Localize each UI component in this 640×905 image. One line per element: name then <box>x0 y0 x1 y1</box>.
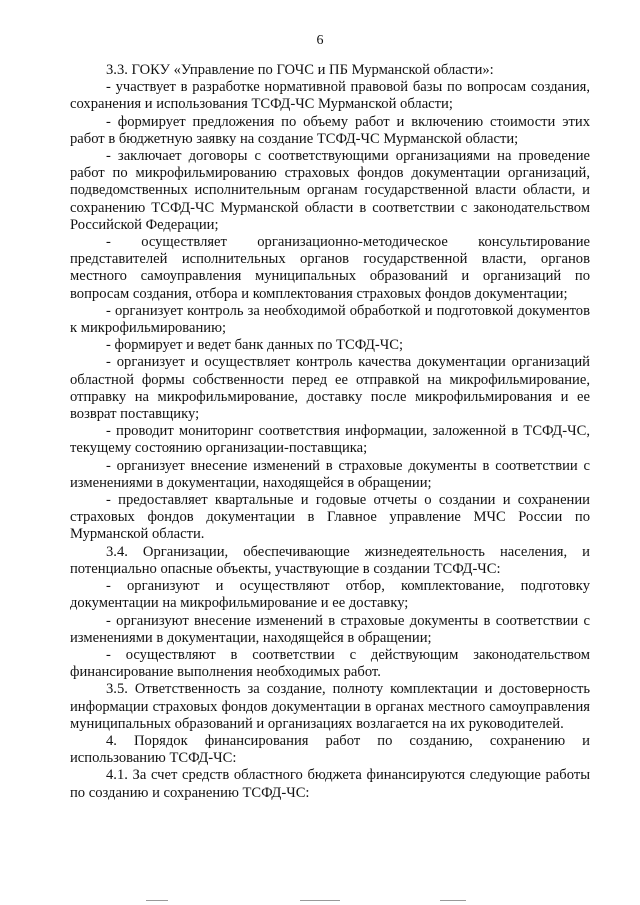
list-item: - организуют внесение изменений в страховые документы в соответствии с изменениями в документации, находящейся в обращении; <box>70 612 590 646</box>
scan-mark-left <box>146 900 168 901</box>
list-item: - предоставляет квартальные и годовые отчеты о создании и сохранении страховых фондов документации в Главное управление МЧС России по Мурманской области. <box>70 492 590 543</box>
list-item: - организует внесение изменений в страховые документы в соответствии с изменениями в документации, находящейся в обращении; <box>70 457 590 491</box>
list-item: - осуществляет организационно-методическое консультирование представителей исполнительных органов государственной власти, органов местного самоуправления муниципальных образований и организаций по вопросам создания, отбора и комплектования страховых фондов документации; <box>70 234 590 302</box>
scan-mark-center <box>300 900 340 901</box>
paragraph-3-5: 3.5. Ответственность за создание, полноту комплектации и достоверность информации страховых фондов документации в органах местного самоуправления муниципальных образований и организациях возлагается на их руководителей. <box>70 681 590 732</box>
scan-mark-right <box>440 900 466 901</box>
list-item: - осуществляют в соответствии с действующим законодательством финансирование выполнения необходимых работ. <box>70 646 590 681</box>
list-item: - заключает договоры с соответствующими организациями на проведение работ по микрофильмированию страховых фондов документации организаций, подведомственных исполнительным органам государственной власти области, и сохранению ТСФД-ЧС Мурманской области в соответствии с законодательством Российской Федерации; <box>70 148 590 233</box>
list-item: - участвует в разработке нормативной правовой базы по вопросам создания, сохранения и использования ТСФД-ЧС Мурманской области; <box>70 79 590 113</box>
list-item: - организует и осуществляет контроль качества документации организаций областной формы собственности перед ее отправкой на микрофильмирование, отправку на микрофильмирование, доставку после микрофильмирования и ее возврат поставщику; <box>70 354 590 423</box>
list-item: - организует контроль за необходимой обработкой и подготовкой документов к микрофильмированию; <box>70 302 590 337</box>
paragraph-3-4-heading: 3.4. Организации, обеспечивающие жизнедеятельность населения, и потенциально опасные объекты, участвующие в создании ТСФД-ЧС: <box>70 543 590 577</box>
paragraph-4-heading: 4. Порядок финансирования работ по созданию, сохранению и использованию ТСФД-ЧС: <box>70 732 590 767</box>
list-item: - проводит мониторинг соответствия информации, заложенной в ТСФД-ЧС, текущему состоянию организации-поставщика; <box>70 423 590 457</box>
list-item: - формирует и ведет банк данных по ТСФД-ЧС; <box>106 337 404 354</box>
list-item: - организуют и осуществляют отбор, комплектование, подготовку документации на микрофильмирование и ее доставку; <box>70 578 590 612</box>
document-body <box>70 62 590 802</box>
list-item: - формирует предложения по объему работ и включению стоимости этих работ в бюджетную заявку на создание ТСФД-ЧС Мурманской области; <box>70 113 590 147</box>
paragraph-3-3-heading: 3.3. ГОКУ «Управление по ГОЧС и ПБ Мурманской области»: <box>106 62 494 78</box>
page-number: 6 <box>316 33 324 48</box>
paragraph-4-1: 4.1. За счет средств областного бюджета финансируются следующие работы по созданию и сохранению ТСФД-ЧС: <box>70 767 590 801</box>
